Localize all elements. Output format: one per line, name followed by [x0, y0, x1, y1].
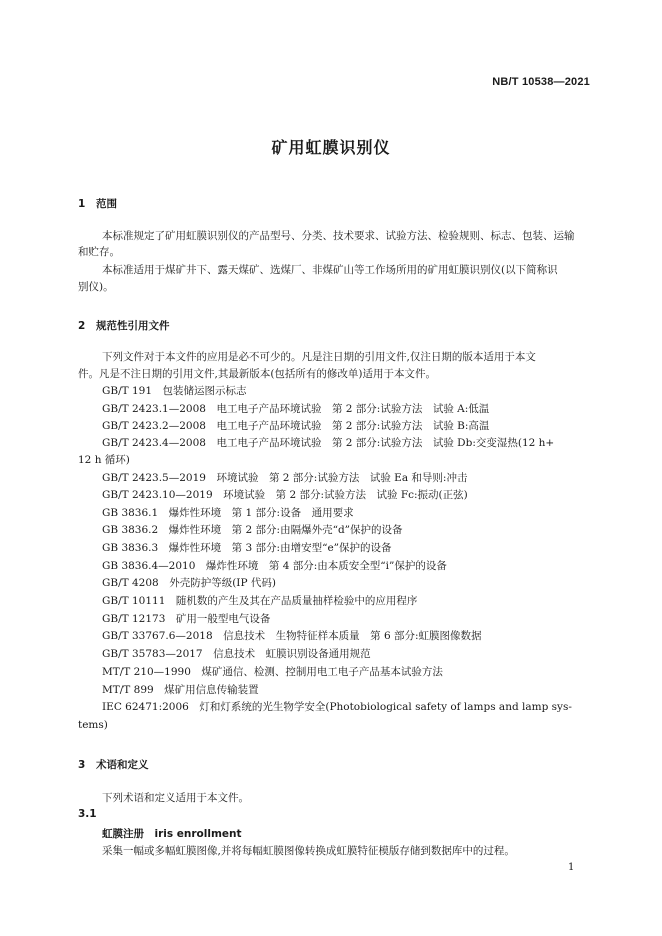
reference-item: GB 3836.1 爆炸性环境 第 1 部分:设备 通用要求	[102, 507, 354, 519]
reference-item: GB/T 35783—2017 信息技术 虹膜识别设备通用规范	[102, 648, 371, 660]
section-number: 1	[78, 198, 86, 210]
section-number: 3	[78, 759, 86, 771]
reference-item: GB/T 4208 外壳防护等级(IP 代码)	[102, 577, 276, 589]
term-number: 3.1	[78, 808, 97, 820]
reference-item: GB 3836.3 爆炸性环境 第 3 部分:由增安型“e”保护的设备	[102, 542, 392, 554]
section-title: 范围	[96, 198, 117, 210]
references-intro-line-1: 下列文件对于本文件的应用是必不可少的。凡是注日期的引用文件,仅注日期的版本适用于本文	[102, 351, 536, 363]
reference-item-continuation: 12 h 循环)	[78, 454, 130, 466]
reference-item: GB 3836.4—2010 爆炸性环境 第 4 部分:由本质安全型“i”保护的设备	[102, 560, 447, 572]
term-definition: 采集一幅或多幅虹膜图像,并将每幅虹膜图像转换成虹膜特征模版存储到数据库中的过程。	[102, 845, 515, 857]
terms-intro: 下列术语和定义适用于本文件。	[102, 792, 249, 804]
scope-paragraph-1-line-1: 本标准规定了矿用虹膜识别仪的产品型号、分类、技术要求、试验方法、检验规则、标志、包装、运输	[102, 230, 575, 242]
reference-item: GB/T 191 包装储运图示标志	[102, 385, 247, 397]
reference-item: GB/T 10111 随机数的产生及其在产品质量抽样检验中的应用程序	[102, 595, 418, 607]
reference-item: GB/T 2423.5—2019 环境试验 第 2 部分:试验方法 试验 Ea 和导则:冲击	[102, 472, 468, 484]
section-heading-terms	[78, 757, 149, 772]
reference-item: GB/T 2423.1—2008 电工电子产品环境试验 第 2 部分:试验方法 试验 A:低温	[102, 403, 490, 415]
reference-item: IEC 62471:2006 灯和灯系统的光生物学安全(Photobiological safety of lamps and lamp sys-	[102, 701, 572, 713]
standard-code: NB/T 10538—2021	[492, 76, 590, 88]
reference-item: GB 3836.2 爆炸性环境 第 2 部分:由隔爆外壳“d”保护的设备	[102, 524, 403, 536]
scope-paragraph-2-line-2: 别仪)。	[78, 281, 114, 293]
section-title: 规范性引用文件	[96, 320, 170, 332]
scope-paragraph-2-line-1: 本标准适用于煤矿井下、露天煤矿、选煤厂、非煤矿山等工作场所用的矿用虹膜识别仪(以下简称识	[102, 264, 558, 276]
section-number: 2	[78, 320, 86, 332]
reference-item: MT/T 210—1990 煤矿通信、检测、控制用电工电子产品基本试验方法	[102, 666, 443, 678]
reference-item: MT/T 899 煤矿用信息传输装置	[102, 684, 259, 696]
reference-item: GB/T 2423.4—2008 电工电子产品环境试验 第 2 部分:试验方法 试验 Db:交变湿热(12 h+	[102, 437, 555, 449]
section-heading-normative-references	[78, 318, 170, 333]
reference-item: GB/T 2423.2—2008 电工电子产品环境试验 第 2 部分:试验方法 试验 B:高温	[102, 420, 490, 432]
reference-item: GB/T 12173 矿用一般型电气设备	[102, 613, 271, 625]
references-intro-line-2: 件。凡是不注日期的引用文件,其最新版本(包括所有的修改单)适用于本文件。	[78, 368, 437, 380]
term-name: 虹膜注册 iris enrollment	[102, 828, 242, 840]
section-title: 术语和定义	[96, 759, 149, 771]
scope-paragraph-1-line-2: 和贮存。	[78, 246, 120, 258]
reference-item: GB/T 2423.10—2019 环境试验 第 2 部分:试验方法 试验 Fc:振动(正弦)	[102, 489, 468, 501]
reference-item: GB/T 33767.6—2018 信息技术 生物特征样本质量 第 6 部分:虹膜图像数据	[102, 630, 482, 642]
page-number: 1	[568, 862, 575, 873]
section-heading-scope	[78, 196, 117, 211]
document-title: 矿用虹膜识别仪	[271, 138, 391, 157]
reference-item-continuation: tems)	[78, 719, 108, 731]
